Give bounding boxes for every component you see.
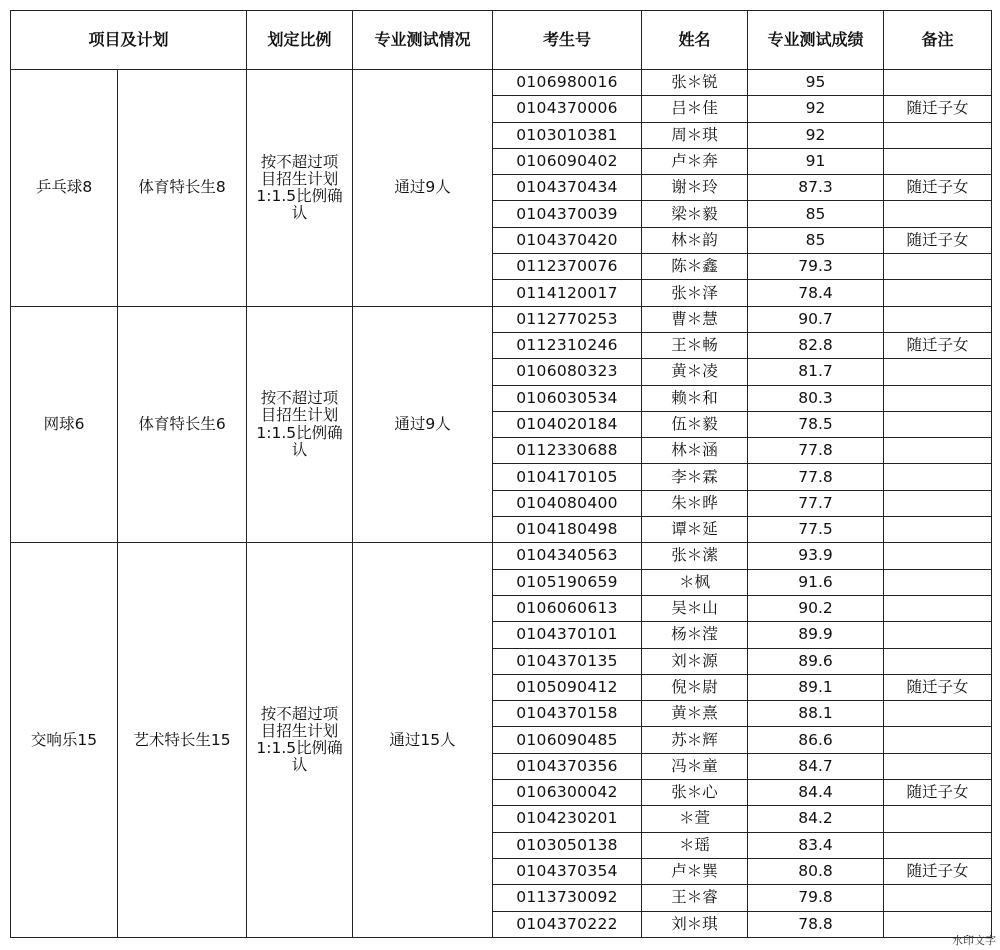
exam-id-cell: 0112310246 [493, 332, 642, 358]
project-cell: 乒乓球8 [11, 70, 118, 307]
name-cell: 谭＊延 [642, 517, 748, 543]
ratio-line: 按不超过项 [260, 152, 339, 171]
ratio-line: 按不超过项 [260, 389, 339, 408]
exam-id-cell: 0105090412 [493, 674, 642, 700]
name-cell: 梁＊毅 [642, 201, 748, 227]
exam-id-cell: 0105190659 [493, 569, 642, 595]
ratio-line: 目招生计划 [260, 169, 339, 188]
score-cell: 78.4 [748, 280, 884, 306]
ratio-line: 1:1.5比例确 [256, 186, 343, 205]
name-cell: 黄＊熹 [642, 701, 748, 727]
name-cell: 刘＊琪 [642, 911, 748, 937]
header-score: 专业测试成绩 [748, 11, 884, 70]
note-cell [884, 254, 992, 280]
note-cell [884, 70, 992, 96]
exam-id-cell: 0104370158 [493, 701, 642, 727]
score-cell: 91.6 [748, 569, 884, 595]
note-cell [884, 543, 992, 569]
name-cell: 陈＊鑫 [642, 254, 748, 280]
name-cell: 周＊琪 [642, 122, 748, 148]
exam-id-cell: 0104370101 [493, 622, 642, 648]
note-cell [884, 385, 992, 411]
score-cell: 82.8 [748, 332, 884, 358]
name-cell: 卢＊巽 [642, 858, 748, 884]
ratio-line: 认 [291, 756, 308, 775]
exam-id-cell: 0113730092 [493, 885, 642, 911]
header-test-status: 专业测试情况 [353, 11, 493, 70]
note-cell [884, 832, 992, 858]
note-cell: 随迁子女 [884, 674, 992, 700]
note-cell [884, 490, 992, 516]
test-status-cell: 通过9人 [353, 70, 493, 307]
score-cell: 80.8 [748, 858, 884, 884]
test-status-cell: 通过15人 [353, 543, 493, 937]
note-cell: 随迁子女 [884, 332, 992, 358]
test-status-cell: 通过9人 [353, 306, 493, 543]
name-cell: 林＊涵 [642, 438, 748, 464]
name-cell: 王＊畅 [642, 332, 748, 358]
note-cell [884, 306, 992, 332]
name-cell: 吕＊佳 [642, 96, 748, 122]
ratio-line: 1:1.5比例确 [256, 423, 343, 442]
name-cell: 黄＊凌 [642, 359, 748, 385]
exam-id-cell: 0104370356 [493, 753, 642, 779]
name-cell: 李＊霖 [642, 464, 748, 490]
score-cell: 89.6 [748, 648, 884, 674]
name-cell: 张＊心 [642, 780, 748, 806]
score-cell: 79.8 [748, 885, 884, 911]
note-cell [884, 701, 992, 727]
score-cell: 79.3 [748, 254, 884, 280]
note-cell [884, 280, 992, 306]
ratio-line: 认 [291, 203, 308, 222]
exam-id-cell: 0104370354 [493, 858, 642, 884]
ratio-line: 目招生计划 [260, 722, 339, 741]
note-cell: 随迁子女 [884, 175, 992, 201]
name-cell: 王＊睿 [642, 885, 748, 911]
plan-cell: 体育特长生6 [118, 306, 247, 543]
ratio-line: 按不超过项 [260, 704, 339, 723]
exam-id-cell: 0104020184 [493, 411, 642, 437]
exam-id-cell: 0104340563 [493, 543, 642, 569]
exam-id-cell: 0104370135 [493, 648, 642, 674]
score-cell: 92 [748, 122, 884, 148]
name-cell: 倪＊尉 [642, 674, 748, 700]
exam-id-cell: 0103010381 [493, 122, 642, 148]
note-cell [884, 622, 992, 648]
score-cell: 87.3 [748, 175, 884, 201]
score-cell: 78.5 [748, 411, 884, 437]
plan-cell: 艺术特长生15 [118, 543, 247, 937]
table-row [11, 306, 992, 332]
plan-cell: 体育特长生8 [118, 70, 247, 307]
header-exam-id: 考生号 [493, 11, 642, 70]
score-cell: 83.4 [748, 832, 884, 858]
header-note: 备注 [884, 11, 992, 70]
exam-id-cell: 0112370076 [493, 254, 642, 280]
score-cell: 84.4 [748, 780, 884, 806]
exam-id-cell: 0104370420 [493, 227, 642, 253]
note-cell [884, 753, 992, 779]
note-cell [884, 359, 992, 385]
name-cell: 冯＊童 [642, 753, 748, 779]
exam-id-cell: 0104370222 [493, 911, 642, 937]
exam-id-cell: 0112330688 [493, 438, 642, 464]
exam-id-cell: 0104080400 [493, 490, 642, 516]
ratio-line: 认 [291, 440, 308, 459]
note-cell: 随迁子女 [884, 96, 992, 122]
note-cell [884, 569, 992, 595]
note-cell [884, 464, 992, 490]
score-cell: 77.7 [748, 490, 884, 516]
exam-id-cell: 0104180498 [493, 517, 642, 543]
name-cell: 卢＊奔 [642, 148, 748, 174]
name-cell: 张＊泽 [642, 280, 748, 306]
score-cell: 90.2 [748, 595, 884, 621]
header-project: 项目及计划 [11, 11, 247, 70]
note-cell [884, 885, 992, 911]
exam-id-cell: 0103050138 [493, 832, 642, 858]
name-cell: 苏＊辉 [642, 727, 748, 753]
note-cell [884, 438, 992, 464]
score-cell: 77.8 [748, 464, 884, 490]
name-cell: 谢＊玲 [642, 175, 748, 201]
name-cell: 刘＊源 [642, 648, 748, 674]
exam-id-cell: 0106090402 [493, 148, 642, 174]
exam-id-cell: 0104370006 [493, 96, 642, 122]
note-cell: 随迁子女 [884, 227, 992, 253]
exam-id-cell: 0104370039 [493, 201, 642, 227]
name-cell: 朱＊晔 [642, 490, 748, 516]
score-cell: 91 [748, 148, 884, 174]
score-cell: 85 [748, 201, 884, 227]
note-cell [884, 148, 992, 174]
note-cell [884, 595, 992, 621]
name-cell: 张＊潆 [642, 543, 748, 569]
score-cell: 78.8 [748, 911, 884, 937]
score-cell: 77.8 [748, 438, 884, 464]
name-cell: 张＊锐 [642, 70, 748, 96]
note-cell [884, 201, 992, 227]
watermark-text: 水印文字 [952, 934, 996, 947]
score-cell: 86.6 [748, 727, 884, 753]
name-cell: 杨＊滢 [642, 622, 748, 648]
header-ratio: 划定比例 [247, 11, 353, 70]
project-cell: 网球6 [11, 306, 118, 543]
name-cell: ＊萱 [642, 806, 748, 832]
name-cell: 林＊韵 [642, 227, 748, 253]
exam-id-cell: 0112770253 [493, 306, 642, 332]
ratio-cell [247, 306, 353, 543]
note-cell [884, 517, 992, 543]
ratio-line: 目招生计划 [260, 406, 339, 425]
exam-id-cell: 0106080323 [493, 359, 642, 385]
score-cell: 80.3 [748, 385, 884, 411]
header-row [11, 11, 992, 70]
score-cell: 89.1 [748, 674, 884, 700]
exam-id-cell: 0104370434 [493, 175, 642, 201]
note-cell [884, 806, 992, 832]
score-cell: 84.7 [748, 753, 884, 779]
exam-id-cell: 0106060613 [493, 595, 642, 621]
score-cell: 85 [748, 227, 884, 253]
exam-id-cell: 0106300042 [493, 780, 642, 806]
ratio-cell [247, 543, 353, 937]
name-cell: 伍＊毅 [642, 411, 748, 437]
score-cell: 95 [748, 70, 884, 96]
name-cell: 曹＊慧 [642, 306, 748, 332]
table-row [11, 543, 992, 569]
note-cell: 随迁子女 [884, 780, 992, 806]
note-cell [884, 727, 992, 753]
score-cell: 89.9 [748, 622, 884, 648]
exam-id-cell: 0114120017 [493, 280, 642, 306]
score-cell: 88.1 [748, 701, 884, 727]
score-cell: 81.7 [748, 359, 884, 385]
name-cell: ＊瑶 [642, 832, 748, 858]
exam-id-cell: 0104170105 [493, 464, 642, 490]
table-body [11, 70, 992, 938]
ratio-line: 1:1.5比例确 [256, 739, 343, 758]
note-cell [884, 411, 992, 437]
note-cell [884, 648, 992, 674]
score-cell: 93.9 [748, 543, 884, 569]
table-row [11, 70, 992, 96]
header-name: 姓名 [642, 11, 748, 70]
exam-id-cell: 0106980016 [493, 70, 642, 96]
note-cell: 随迁子女 [884, 858, 992, 884]
score-cell: 90.7 [748, 306, 884, 332]
ratio-cell [247, 70, 353, 307]
exam-id-cell: 0104230201 [493, 806, 642, 832]
exam-id-cell: 0106090485 [493, 727, 642, 753]
name-cell: 吴＊山 [642, 595, 748, 621]
name-cell: 赖＊和 [642, 385, 748, 411]
admission-score-table [10, 10, 992, 938]
score-cell: 92 [748, 96, 884, 122]
project-cell: 交响乐15 [11, 543, 118, 937]
exam-id-cell: 0106030534 [493, 385, 642, 411]
name-cell: ＊枫 [642, 569, 748, 595]
score-cell: 84.2 [748, 806, 884, 832]
score-cell: 77.5 [748, 517, 884, 543]
note-cell [884, 122, 992, 148]
